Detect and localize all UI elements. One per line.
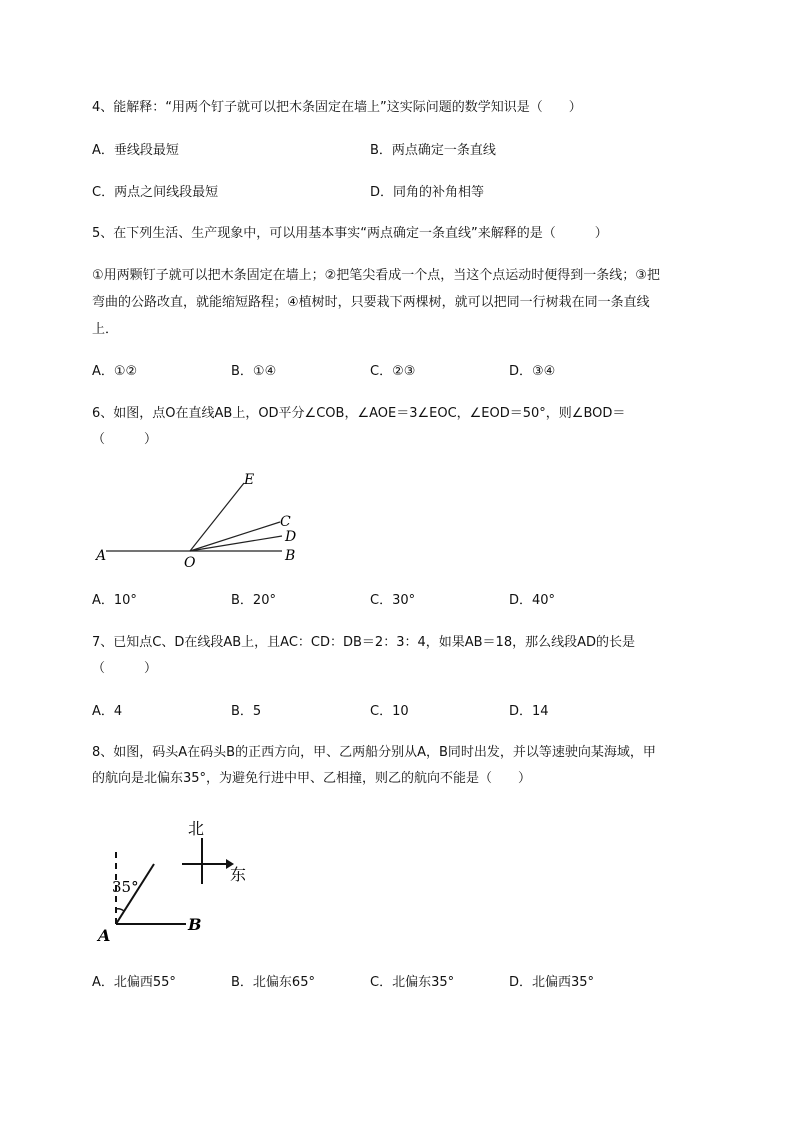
q5-option-b: B．①④ — [231, 364, 277, 379]
q6-stem: 6、如图，点O在直线AB上，OD平分∠COB，∠AOE＝3∠EOC，∠EOD＝50°，则∠BOD＝ — [92, 406, 626, 421]
q4-option-c: C．两点之间线段最短 — [92, 185, 219, 200]
label-o: O — [184, 555, 196, 571]
q7-option-b: B．5 — [231, 704, 262, 719]
q6-option-a: A．10° — [92, 593, 137, 608]
q7-option-c: C．10 — [370, 704, 409, 719]
q7-option-a: A．4 — [92, 704, 123, 719]
q8-stem: 8、如图，码头A在码头B的正西方向，甲、乙两船分别从A，B同时出发，并以等速驶向某海域，甲 — [92, 745, 656, 760]
q6-option-b: B．20° — [231, 593, 276, 608]
q5-body-line-2: 弯曲的公路改直，就能缩短路程；④植树时，只要栽下两棵树，就可以把同一行树栽在同一条直线 — [92, 295, 650, 310]
north-label: 北 — [188, 819, 205, 838]
q4-stem: 4、能解释：“用两个钉子就可以把木条固定在墙上”这实际问题的数学知识是（ ） — [92, 100, 582, 115]
ray-oc — [190, 522, 280, 551]
label-a: A — [98, 926, 111, 945]
q7-stem-blank: （ ） — [92, 661, 158, 676]
q8-option-d: D．北偏西35° — [509, 975, 595, 990]
label-d: D — [285, 529, 297, 545]
q5-body-line-3: 上． — [92, 322, 119, 337]
q4-option-b: B．两点确定一条直线 — [370, 143, 496, 158]
q4-option-a: A．垂线段最短 — [92, 143, 179, 158]
q5-stem: 5、在下列生活、生产现象中，可以用基本事实“两点确定一条直线”来解释的是（ ） — [92, 226, 608, 241]
q8-stem-line-2: 的航向是北偏东35°，为避免行进中甲、乙相撞，则乙的航向不能是（ ） — [92, 771, 532, 786]
q6-stem-blank: （ ） — [92, 432, 158, 447]
angle-arc — [116, 909, 124, 911]
q6-angle-figure — [92, 466, 312, 576]
q6-option-c: C．30° — [370, 593, 416, 608]
label-a: A — [96, 548, 107, 564]
q5-option-a: A．①② — [92, 364, 138, 379]
q5-option-d: D．③④ — [509, 364, 556, 379]
compass-icon — [182, 838, 234, 884]
q8-option-c: C．北偏东35° — [370, 975, 455, 990]
angle-label: 35° — [112, 878, 139, 896]
q8-option-b: B．北偏东65° — [231, 975, 315, 990]
q5-option-c: C．②③ — [370, 364, 416, 379]
q8-direction-figure — [92, 812, 267, 950]
q7-stem: 7、已知点C、D在线段AB上，且AC：CD：DB＝2：3：4，如果AB＝18，那么线段AD的长是 — [92, 635, 635, 650]
q6-option-d: D．40° — [509, 593, 556, 608]
label-c: C — [280, 514, 291, 530]
east-label: 东 — [230, 865, 247, 884]
label-e: E — [244, 472, 255, 488]
ray-od — [190, 536, 282, 551]
q8-option-a: A．北偏西55° — [92, 975, 176, 990]
ray-oe — [190, 483, 244, 551]
q4-option-d: D．同角的补角相等 — [370, 185, 485, 200]
label-b: B — [285, 548, 296, 564]
label-b: B — [188, 915, 202, 934]
q5-body-line-1: ①用两颗钉子就可以把木条固定在墙上；②把笔尖看成一个点，当这个点运动时便得到一条线；③把 — [92, 268, 660, 283]
q7-option-d: D．14 — [509, 704, 549, 719]
